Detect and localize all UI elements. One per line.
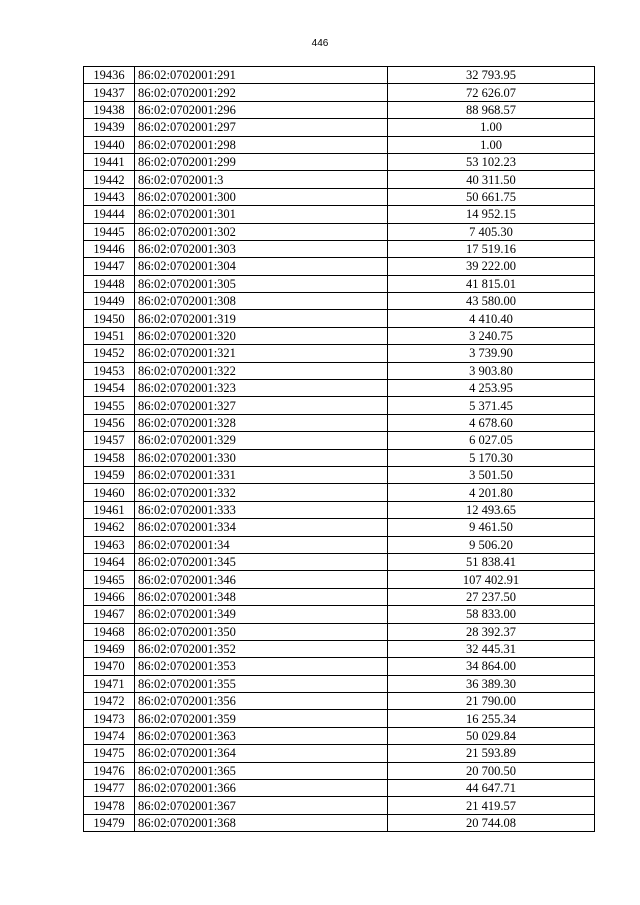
table-row: [84, 240, 595, 257]
row-number-cell: 19476: [84, 762, 135, 779]
cadastral-number-cell: 86:02:0702001:302: [135, 223, 388, 240]
value-cell: 6 027.05: [388, 432, 595, 449]
table-row: [84, 345, 595, 362]
value-cell: 41 815.01: [388, 275, 595, 292]
cadastral-number-cell: 86:02:0702001:345: [135, 553, 388, 570]
cadastral-number-cell: 86:02:0702001:353: [135, 658, 388, 675]
table-row: [84, 223, 595, 240]
value-cell: 4 253.95: [388, 380, 595, 397]
table-row: [84, 84, 595, 101]
value-cell: 36 389.30: [388, 675, 595, 692]
row-number-cell: 19442: [84, 171, 135, 188]
table-row: [84, 449, 595, 466]
row-number-cell: 19450: [84, 310, 135, 327]
value-cell: 50 029.84: [388, 727, 595, 744]
value-cell: 4 678.60: [388, 414, 595, 431]
row-number-cell: 19454: [84, 380, 135, 397]
row-number-cell: 19459: [84, 466, 135, 483]
row-number-cell: 19439: [84, 119, 135, 136]
table-row: [84, 432, 595, 449]
row-number-cell: 19438: [84, 101, 135, 118]
value-cell: 3 240.75: [388, 327, 595, 344]
cadastral-number-cell: 86:02:0702001:34: [135, 536, 388, 553]
value-cell: 40 311.50: [388, 171, 595, 188]
value-cell: 3 903.80: [388, 362, 595, 379]
table-row: [84, 153, 595, 170]
table-row: [84, 780, 595, 797]
table-row: [84, 397, 595, 414]
cadastral-number-cell: 86:02:0702001:308: [135, 293, 388, 310]
table-row: [84, 710, 595, 727]
cadastral-number-cell: 86:02:0702001:350: [135, 623, 388, 640]
table-row: [84, 119, 595, 136]
table-row: [84, 380, 595, 397]
value-cell: 32 793.95: [388, 67, 595, 84]
value-cell: 28 392.37: [388, 623, 595, 640]
table-row: [84, 206, 595, 223]
table-row: [84, 101, 595, 118]
registry-table: [83, 66, 595, 832]
row-number-cell: 19455: [84, 397, 135, 414]
value-cell: 88 968.57: [388, 101, 595, 118]
row-number-cell: 19464: [84, 553, 135, 570]
table-row: [84, 171, 595, 188]
cadastral-number-cell: 86:02:0702001:298: [135, 136, 388, 153]
row-number-cell: 19451: [84, 327, 135, 344]
cadastral-number-cell: 86:02:0702001:297: [135, 119, 388, 136]
table-row: [84, 588, 595, 605]
value-cell: 5 170.30: [388, 449, 595, 466]
table-row: [84, 658, 595, 675]
row-number-cell: 19452: [84, 345, 135, 362]
value-cell: 50 661.75: [388, 188, 595, 205]
row-number-cell: 19473: [84, 710, 135, 727]
table-row: [84, 571, 595, 588]
row-number-cell: 19453: [84, 362, 135, 379]
value-cell: 58 833.00: [388, 606, 595, 623]
table-row: [84, 362, 595, 379]
row-number-cell: 19461: [84, 501, 135, 518]
value-cell: 21 790.00: [388, 693, 595, 710]
table-row: [84, 310, 595, 327]
row-number-cell: 19445: [84, 223, 135, 240]
table-row: [84, 188, 595, 205]
cadastral-number-cell: 86:02:0702001:334: [135, 519, 388, 536]
table-row: [84, 136, 595, 153]
cadastral-number-cell: 86:02:0702001:291: [135, 67, 388, 84]
value-cell: 1.00: [388, 119, 595, 136]
cadastral-number-cell: 86:02:0702001:292: [135, 84, 388, 101]
row-number-cell: 19467: [84, 606, 135, 623]
cadastral-number-cell: 86:02:0702001:322: [135, 362, 388, 379]
cadastral-number-cell: 86:02:0702001:355: [135, 675, 388, 692]
row-number-cell: 19456: [84, 414, 135, 431]
row-number-cell: 19468: [84, 623, 135, 640]
value-cell: 44 647.71: [388, 780, 595, 797]
row-number-cell: 19478: [84, 797, 135, 814]
row-number-cell: 19474: [84, 727, 135, 744]
table-row: [84, 640, 595, 657]
table-row: [84, 675, 595, 692]
cadastral-number-cell: 86:02:0702001:368: [135, 814, 388, 831]
row-number-cell: 19447: [84, 258, 135, 275]
cadastral-number-cell: 86:02:0702001:346: [135, 571, 388, 588]
row-number-cell: 19479: [84, 814, 135, 831]
cadastral-number-cell: 86:02:0702001:364: [135, 745, 388, 762]
cadastral-number-cell: 86:02:0702001:348: [135, 588, 388, 605]
table-row: [84, 293, 595, 310]
row-number-cell: 19441: [84, 153, 135, 170]
row-number-cell: 19444: [84, 206, 135, 223]
cadastral-number-cell: 86:02:0702001:328: [135, 414, 388, 431]
row-number-cell: 19462: [84, 519, 135, 536]
value-cell: 5 371.45: [388, 397, 595, 414]
row-number-cell: 19463: [84, 536, 135, 553]
table-row: [84, 275, 595, 292]
cadastral-number-cell: 86:02:0702001:301: [135, 206, 388, 223]
table-row: [84, 623, 595, 640]
value-cell: 4 410.40: [388, 310, 595, 327]
row-number-cell: 19448: [84, 275, 135, 292]
value-cell: 27 237.50: [388, 588, 595, 605]
value-cell: 20 700.50: [388, 762, 595, 779]
cadastral-number-cell: 86:02:0702001:333: [135, 501, 388, 518]
table-row: [84, 814, 595, 831]
cadastral-number-cell: 86:02:0702001:329: [135, 432, 388, 449]
value-cell: 4 201.80: [388, 484, 595, 501]
cadastral-number-cell: 86:02:0702001:367: [135, 797, 388, 814]
row-number-cell: 19471: [84, 675, 135, 692]
cadastral-number-cell: 86:02:0702001:359: [135, 710, 388, 727]
cadastral-number-cell: 86:02:0702001:356: [135, 693, 388, 710]
cadastral-number-cell: 86:02:0702001:303: [135, 240, 388, 257]
row-number-cell: 19460: [84, 484, 135, 501]
table-row: [84, 519, 595, 536]
value-cell: 32 445.31: [388, 640, 595, 657]
cadastral-number-cell: 86:02:0702001:349: [135, 606, 388, 623]
page-number: 446: [311, 38, 329, 49]
table-row: [84, 553, 595, 570]
value-cell: 3 739.90: [388, 345, 595, 362]
cadastral-number-cell: 86:02:0702001:366: [135, 780, 388, 797]
value-cell: 12 493.65: [388, 501, 595, 518]
table-row: [84, 67, 595, 84]
row-number-cell: 19437: [84, 84, 135, 101]
value-cell: 9 506.20: [388, 536, 595, 553]
cadastral-number-cell: 86:02:0702001:330: [135, 449, 388, 466]
table-row: [84, 501, 595, 518]
value-cell: 72 626.07: [388, 84, 595, 101]
row-number-cell: 19446: [84, 240, 135, 257]
cadastral-number-cell: 86:02:0702001:321: [135, 345, 388, 362]
cadastral-number-cell: 86:02:0702001:304: [135, 258, 388, 275]
row-number-cell: 19475: [84, 745, 135, 762]
value-cell: 17 519.16: [388, 240, 595, 257]
cadastral-number-cell: 86:02:0702001:305: [135, 275, 388, 292]
cadastral-number-cell: 86:02:0702001:332: [135, 484, 388, 501]
cadastral-number-cell: 86:02:0702001:299: [135, 153, 388, 170]
cadastral-number-cell: 86:02:0702001:3: [135, 171, 388, 188]
row-number-cell: 19466: [84, 588, 135, 605]
cadastral-number-cell: 86:02:0702001:365: [135, 762, 388, 779]
table-row: [84, 258, 595, 275]
cadastral-number-cell: 86:02:0702001:363: [135, 727, 388, 744]
table-row: [84, 762, 595, 779]
row-number-cell: 19440: [84, 136, 135, 153]
row-number-cell: 19449: [84, 293, 135, 310]
value-cell: 43 580.00: [388, 293, 595, 310]
value-cell: 53 102.23: [388, 153, 595, 170]
value-cell: 34 864.00: [388, 658, 595, 675]
cadastral-number-cell: 86:02:0702001:352: [135, 640, 388, 657]
table-row: [84, 727, 595, 744]
cadastral-number-cell: 86:02:0702001:323: [135, 380, 388, 397]
value-cell: 7 405.30: [388, 223, 595, 240]
row-number-cell: 19470: [84, 658, 135, 675]
value-cell: 1.00: [388, 136, 595, 153]
cadastral-number-cell: 86:02:0702001:320: [135, 327, 388, 344]
cadastral-number-cell: 86:02:0702001:296: [135, 101, 388, 118]
value-cell: 20 744.08: [388, 814, 595, 831]
row-number-cell: 19457: [84, 432, 135, 449]
registry-table-body: [84, 67, 595, 832]
value-cell: 107 402.91: [388, 571, 595, 588]
value-cell: 9 461.50: [388, 519, 595, 536]
row-number-cell: 19436: [84, 67, 135, 84]
table-row: [84, 797, 595, 814]
value-cell: 14 952.15: [388, 206, 595, 223]
value-cell: 21 593.89: [388, 745, 595, 762]
table-row: [84, 693, 595, 710]
table-row: [84, 536, 595, 553]
table-row: [84, 327, 595, 344]
row-number-cell: 19469: [84, 640, 135, 657]
value-cell: 39 222.00: [388, 258, 595, 275]
cadastral-number-cell: 86:02:0702001:300: [135, 188, 388, 205]
value-cell: 3 501.50: [388, 466, 595, 483]
table-row: [84, 484, 595, 501]
cadastral-number-cell: 86:02:0702001:327: [135, 397, 388, 414]
row-number-cell: 19465: [84, 571, 135, 588]
row-number-cell: 19443: [84, 188, 135, 205]
table-row: [84, 745, 595, 762]
value-cell: 16 255.34: [388, 710, 595, 727]
table-row: [84, 466, 595, 483]
row-number-cell: 19477: [84, 780, 135, 797]
table-row: [84, 414, 595, 431]
cadastral-number-cell: 86:02:0702001:319: [135, 310, 388, 327]
row-number-cell: 19458: [84, 449, 135, 466]
table-row: [84, 606, 595, 623]
value-cell: 51 838.41: [388, 553, 595, 570]
cadastral-number-cell: 86:02:0702001:331: [135, 466, 388, 483]
value-cell: 21 419.57: [388, 797, 595, 814]
row-number-cell: 19472: [84, 693, 135, 710]
